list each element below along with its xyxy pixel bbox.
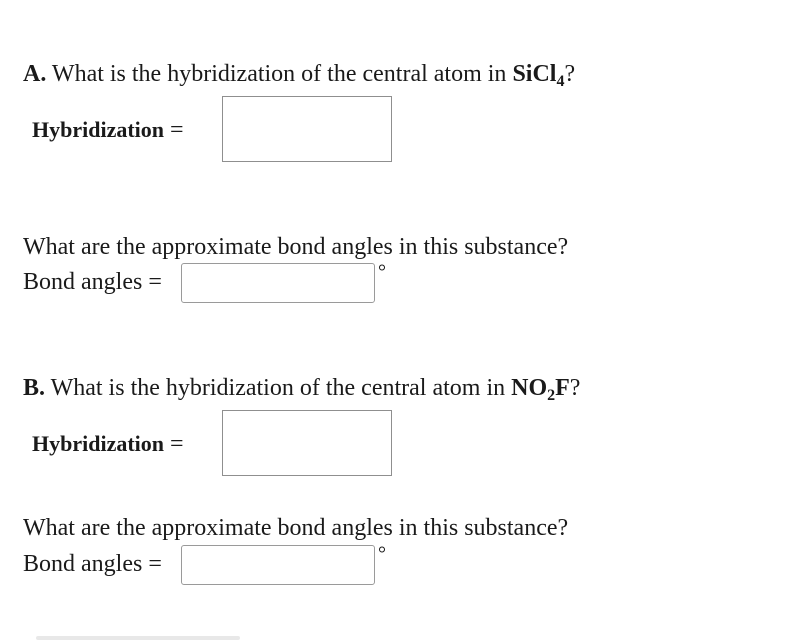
equals-sign: = xyxy=(148,269,162,295)
hybridization-dropbox-b[interactable] xyxy=(222,410,392,476)
bond-angles-label-a: Bond angles = xyxy=(23,269,162,295)
bond-angles-input-a[interactable] xyxy=(181,263,375,303)
bond-angles-input-b[interactable] xyxy=(181,545,375,585)
degree-symbol-b: ° xyxy=(378,543,386,565)
question-b-formula: $NO_2F$ xyxy=(511,375,570,404)
hybridization-label-b: Hybridization = xyxy=(32,431,184,457)
question-b-letter: B. xyxy=(23,375,46,401)
equals-sign: = xyxy=(170,431,184,457)
degree-symbol-a: ° xyxy=(378,261,386,283)
question-a: A. What is the hybridization of the central atom in SiCl$_4$? xyxy=(23,61,576,90)
bottom-divider xyxy=(36,636,240,640)
question-b-text: What is the hybridization of the central atom in xyxy=(45,375,512,401)
question-b: B. What is the hybridization of the central atom in $NO_2F$? xyxy=(23,375,581,404)
question-a-letter: A. xyxy=(23,61,47,87)
bond-angles-label-b: Bond angles = xyxy=(23,551,162,577)
bond-question-a: What are the approximate bond angles in this substance? xyxy=(23,234,569,260)
hybridization-label-a: Hybridization = xyxy=(32,117,184,143)
question-a-text: What is the hybridization of the central atom in xyxy=(46,61,513,87)
bond-question-b: What are the approximate bond angles in this substance? xyxy=(23,515,569,541)
equals-sign: = xyxy=(170,117,184,143)
hybridization-dropbox-a[interactable] xyxy=(222,96,392,162)
question-a-formula: SiCl$_4$ xyxy=(512,61,565,90)
equals-sign: = xyxy=(148,551,162,577)
